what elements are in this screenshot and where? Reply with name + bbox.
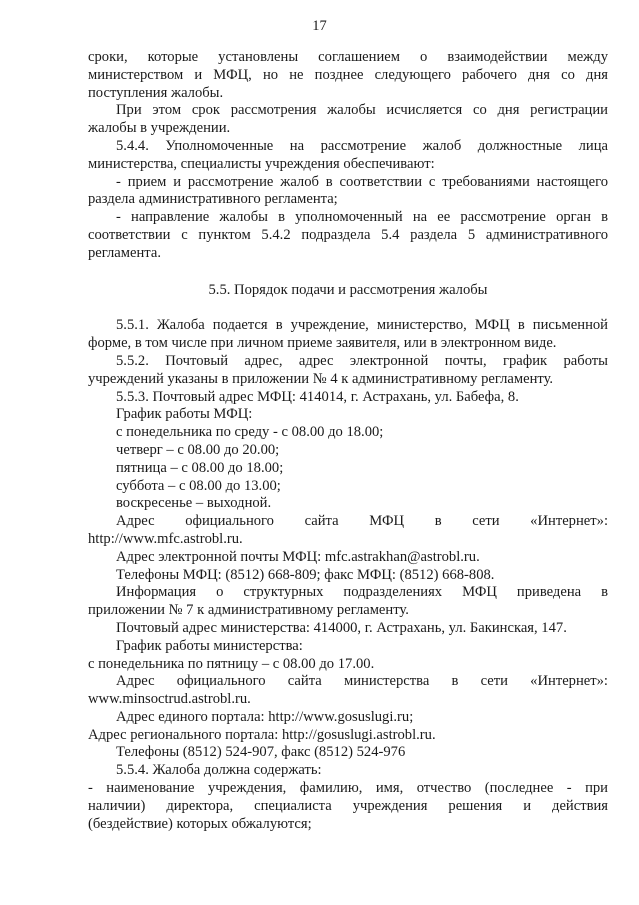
section-heading: 5.5. Порядок подачи и рассмотрения жалобы bbox=[208, 281, 488, 298]
text-line: четверг – с 08.00 до 20.00; bbox=[116, 441, 280, 458]
text-line: министерством и МФЦ, но не позднее следующего рабочего дня со дня bbox=[88, 66, 608, 83]
text-line: регламента. bbox=[88, 244, 161, 261]
page-number: 17 bbox=[312, 18, 327, 34]
text-line: с понедельника по среду - с 08.00 до 18.00; bbox=[116, 424, 384, 441]
text-line: 5.4.4. Уполномоченные на рассмотрение жалоб должностные лица bbox=[116, 137, 608, 154]
text-line: Адрес электронной почты МФЦ: mfc.astrakhan@astrobl.ru. bbox=[116, 548, 480, 565]
text-line: министерства, специалисты учреждения обеспечивают: bbox=[88, 155, 435, 172]
text-line: 5.5.3. Почтовый адрес МФЦ: 414014, г. Астрахань, ул. Бабефа, 8. bbox=[116, 388, 519, 405]
text-line: Информация о структурных подразделениях МФЦ приведена в bbox=[116, 584, 608, 601]
text-line: Адрес единого портала: http://www.gosuslugi.ru; bbox=[116, 708, 414, 725]
text-line: График работы министерства: bbox=[116, 637, 303, 654]
text-line: 5.5.1. Жалоба подается в учреждение, министерство, МФЦ в письменной bbox=[116, 317, 608, 334]
text-line: - наименование учреждения, фамилию, имя, отчество (последнее - при bbox=[88, 780, 608, 797]
text-line: соответствии с пунктом 5.4.2 подраздела 5.4 раздела 5 административного bbox=[88, 226, 608, 243]
text-line: Адрес регионального портала: http://gosuslugi.astrobl.ru. bbox=[88, 726, 436, 743]
text-line: 5.5.4. Жалоба должна содержать: bbox=[116, 762, 322, 779]
text-line: 5.5.2. Почтовый адрес, адрес электронной почты, график работы bbox=[116, 352, 608, 369]
text-line: раздела административного регламента; bbox=[88, 191, 338, 208]
text-line: http://www.mfc.astrobl.ru. bbox=[88, 530, 243, 547]
text-line: поступления жалобы. bbox=[88, 84, 224, 101]
text-line: (бездействие) которых обжалуются; bbox=[88, 815, 312, 832]
text-line: - направление жалобы в уполномоченный на ее рассмотрение орган в bbox=[116, 209, 608, 226]
text-line: суббота – с 08.00 до 13.00; bbox=[116, 477, 281, 494]
text-line: График работы МФЦ: bbox=[116, 406, 253, 423]
text-line: сроки, которые установлены соглашением о взаимодействии между bbox=[88, 49, 608, 65]
text-line: пятница – с 08.00 до 18.00; bbox=[116, 459, 284, 476]
text-line: Телефоны (8512) 524-907, факс (8512) 524-976 bbox=[116, 744, 406, 761]
text-line: наличии) директора, специалиста учреждения решения и действия bbox=[88, 797, 608, 814]
text-line: При этом срок рассмотрения жалобы исчисляется со дня регистрации bbox=[116, 102, 608, 119]
text-line: Телефоны МФЦ: (8512) 668-809; факс МФЦ: (8512) 668-808. bbox=[116, 566, 495, 583]
text-line: форме, в том числе при личном приеме заявителя, или в электронном виде. bbox=[88, 335, 557, 352]
text-line: Адрес официального сайта МФЦ в сети «Интернет»: bbox=[116, 513, 608, 530]
text-line: www.minsoctrud.astrobl.ru. bbox=[88, 691, 251, 708]
text-line: жалобы в учреждении. bbox=[88, 120, 231, 137]
body-text bbox=[88, 49, 608, 833]
text-line: приложении № 7 к административному регламенту. bbox=[88, 602, 409, 619]
text-line: Почтовый адрес министерства: 414000, г. Астрахань, ул. Бакинская, 147. bbox=[116, 619, 567, 636]
text-line: учреждений указаны в приложении № 4 к административному регламенту. bbox=[88, 370, 554, 387]
text-line: - прием и рассмотрение жалоб в соответствии с требованиями настоящего bbox=[116, 173, 608, 190]
text-line: воскресенье – выходной. bbox=[116, 495, 272, 512]
text-line: с понедельника по пятницу – с 08.00 до 17.00. bbox=[88, 655, 375, 672]
text-line: Адрес официального сайта министерства в сети «Интернет»: bbox=[116, 673, 608, 690]
